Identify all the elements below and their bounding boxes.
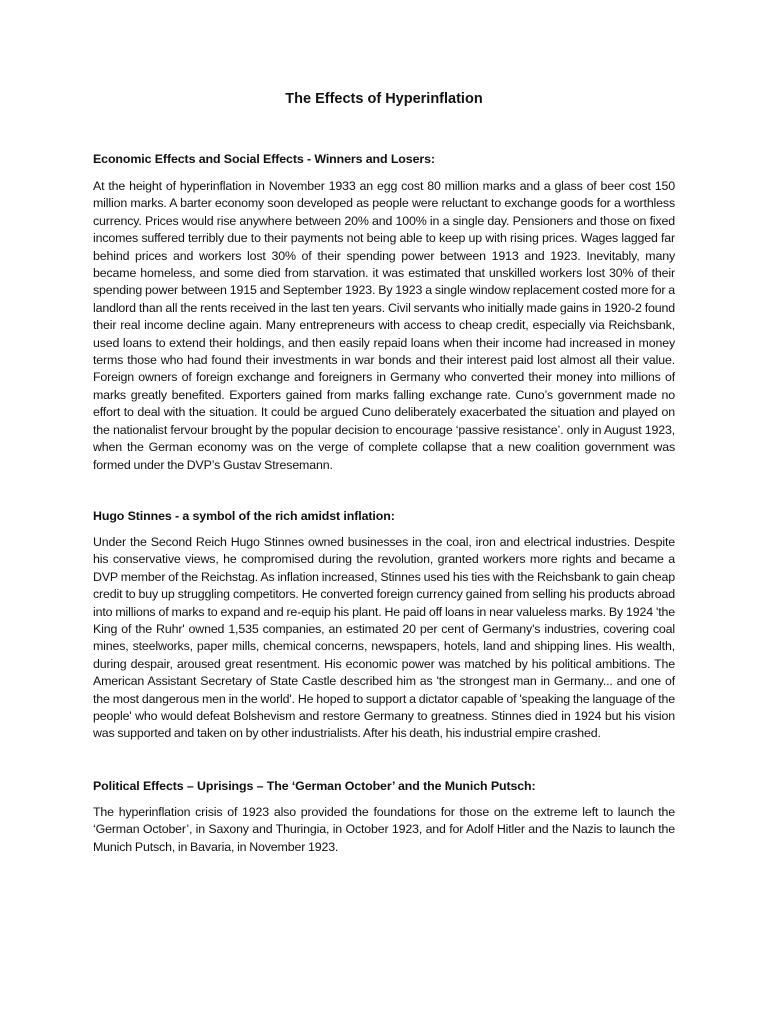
section-economic-social-effects <box>93 150 675 474</box>
document-body <box>93 150 675 856</box>
section-paragraph: At the height of hyperinflation in November 1933 an egg cost 80 million marks and a glass of beer cost 150 million marks. A barter economy soon developed as people were reluctant to exchange goods for a worthless currency. Prices would rise anywhere between 20% and 100% in a single day. Pensioners and those on fixed incomes suffered terribly due to their payments not being able to keep up with rising prices. Wages lagged far behind prices and workers lost 30% of their spending power between 1913 and 1923. Inevitably, many became homeless, and some died from starvation. it was estimated that unskilled workers lost 30% of their spending power between 1915 and September 1923. By 1923 a single window replacement costed more for a landlord than all the rents received in the last ten years. Civil servants who initially made gains in 1920-2 found their real income decline again. Many entrepreneurs with access to cheap credit, especially via Reichsbank, used loans to extend their holdings, and then easily repaid loans when their income had increased in money terms those who had found their investments in war bonds and their interest paid lost almost all their value. Foreign owners of foreign exchange and foreigners in Germany who converted their money into millions of marks greatly benefited. Exporters gained from marks falling exchange rate. Cuno’s government made no effort to deal with the situation. It could be argued Cuno deliberately exacerbated the situation and played on the nationalist fervour brought by the popular decision to encourage ‘passive resistance’. only in August 1923, when the German economy was on the verge of complete collapse that a new coalition government was formed under the DVP’s Gustav Stresemann. <box>93 179 675 472</box>
section-heading: Economic Effects and Social Effects - Winners and Losers: <box>93 152 435 166</box>
section-paragraph: Under the Second Reich Hugo Stinnes owned businesses in the coal, iron and electrical industries. Despite his conservative views, he compromised during the revolution, granted workers more rights and became a DVP member of the Reichstag. As inflation increased, Stinnes used his ties with the Reichsbank to gain cheap credit to buy up struggling competitors. He converted foreign currency gained from selling his products abroad into millions of marks to expand and re-equip his plant. He paid off loans in near valueless marks. By 1924 'the King of the Ruhr' owned 1,535 companies, an estimated 20 per cent of Germany's industries, covering coal mines, steelworks, paper mills, chemical concerns, newspapers, hotels, land and shipping lines. His wealth, during despair, aroused great resentment. His economic power was matched by his political ambitions. The American Assistant Secretary of State Castle described him as 'the strongest man in Germany... and one of the most dangerous men in the world'. He hoped to support a dictator capable of 'speaking the language of the people' who would defeat Bolshevism and restore Germany to greatness. Stinnes died in 1924 but his vision was supported and taken on by other industrialists. After his death, his industrial empire crashed. <box>93 534 675 741</box>
section-heading: Political Effects – Uprisings – The ‘German October’ and the Munich Putsch: <box>93 778 536 793</box>
section-heading: Hugo Stinnes - a symbol of the rich amidst inflation: <box>93 508 395 523</box>
page-title: The Effects of Hyperinflation <box>285 91 483 107</box>
section-political-effects <box>93 777 675 856</box>
section-paragraph: The hyperinflation crisis of 1923 also provided the foundations for those on the extreme left to launch the ‘German October’, in Saxony and Thuringia, in October 1923, and for Adolf Hitler and the Nazis to launch the Munich Putsch, in Bavaria, in November 1923. <box>93 804 675 854</box>
section-hugo-stinnes <box>93 507 675 743</box>
